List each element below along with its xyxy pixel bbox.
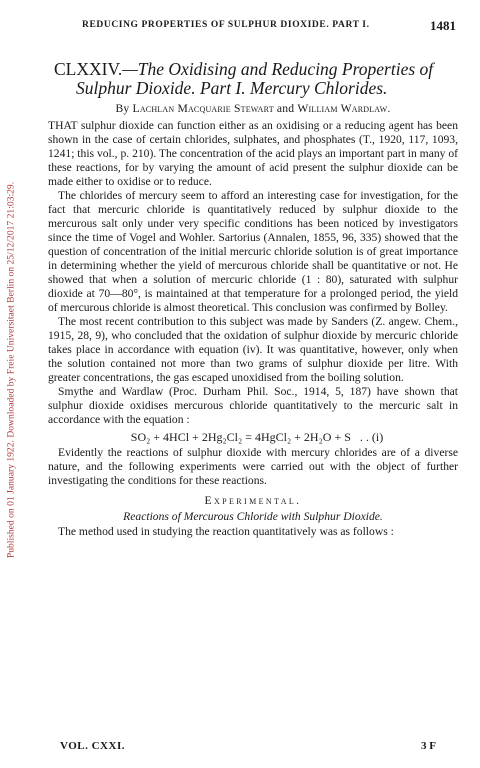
download-watermark [2,50,20,690]
equation-number: . . (i) [359,430,384,444]
equation-i [48,430,458,444]
page-number: 1481 [430,18,456,33]
page-footer [60,740,436,756]
subsection-heading: Reactions of Mercurous Chloride with Sulphur Dioxide. [123,510,383,523]
paragraph-sanders: The most recent contribution to this subject was made by Sanders (Z. angew. Chem., 1915, 28, 9), who concluded that the oxidation of sulphur dioxide by mercuric chloride takes place in accordance with equation (iv). It was quantitative, however, only when the solution contained not more than two grams of sulphur dioxide per litre. With greater concentrations, the gas escaped unoxidised from the boiling solution. [48,315,458,384]
running-head-title: REDUCING PROPERTIES OF SULPHUR DIOXIDE. PART I. [82,20,370,30]
article-title-line2: Sulphur Dioxide. Part I. Mercury Chlorides. [76,78,388,98]
authors-prefix: By [115,102,130,115]
volume-label: VOL. CXXI. [60,740,125,752]
equation-text: SO₂ + 4HCl + 2Hg₂Cl₂ = 4HgCl₂ + 2H₂O + S [130,430,351,444]
authors-and: and [276,102,295,115]
article-title-line1: —The Oxidising and Reducing Properties of [122,59,434,79]
author-stewart: Lachlan Macquarie Stewart [132,102,274,115]
signature-mark: 3 F [421,740,436,752]
running-head [50,18,456,34]
article-number: CLXXIV. [54,59,123,79]
section-heading-experimental: Experimental. [204,494,302,507]
article-title [48,60,458,98]
download-watermark-text: Published on 01 January 1922. Downloaded by Freie Universitaet Berlin on 25/12/2017 21:03:29. [5,181,17,559]
paragraph-intro: THAT sulphur dioxide can function either as an oxidising or a reducing agent has been shown in the case of certain chlorides, sulphates, and phosphates (T., 1920, 117, 1093, 1241; this vol., p. 210). The concentration of the acid plays an important part in many of these reactions, for by varying the amount of acid present the sulphur dioxide can be made either to oxidise or to reduce. [48,119,458,188]
paragraph-mercury-chlorides: The chlorides of mercury seem to afford an interesting case for investigation, for the fact that mercuric chloride is quantitatively reduced by sulphur dioxide to the mercurous salt only under very specific conditions has been noticed by investigators since the time of Vogel and Wohler. Sartorius (Annalen, 1855, 96, 335) showed that the question of concentration of the initial mercuric chloride solution is of great importance in determining whether the yield of mercurous chloride shall be quantitative or not. He showed that when a solution of mercuric chloride (1 : 80), saturated with sulphur dioxide at 70—80°, is maintained at that temperature for a prolonged period, the yield of mercurous chloride is almost theoretical. This conclusion was confirmed by Bolley. [48,189,458,314]
author-line [48,102,458,116]
article-body [48,60,458,539]
author-wardlaw: William Wardlaw. [297,102,391,115]
paragraph-evidently: Evidently the reactions of sulphur dioxide with mercury chlorides are of a diverse nature, and the following experiments were carried out with the object of further investigating the conditions for these reactions. [48,446,458,487]
paragraph-method: The method used in studying the reaction quantitatively was as follows : [58,525,394,538]
paragraph-smythe-wardlaw: Smythe and Wardlaw (Proc. Durham Phil. Soc., 1914, 5, 187) have shown that sulphur dioxide oxidises mercurous chloride quantitatively to the mercuric salt in accordance with the equation : [48,385,458,426]
